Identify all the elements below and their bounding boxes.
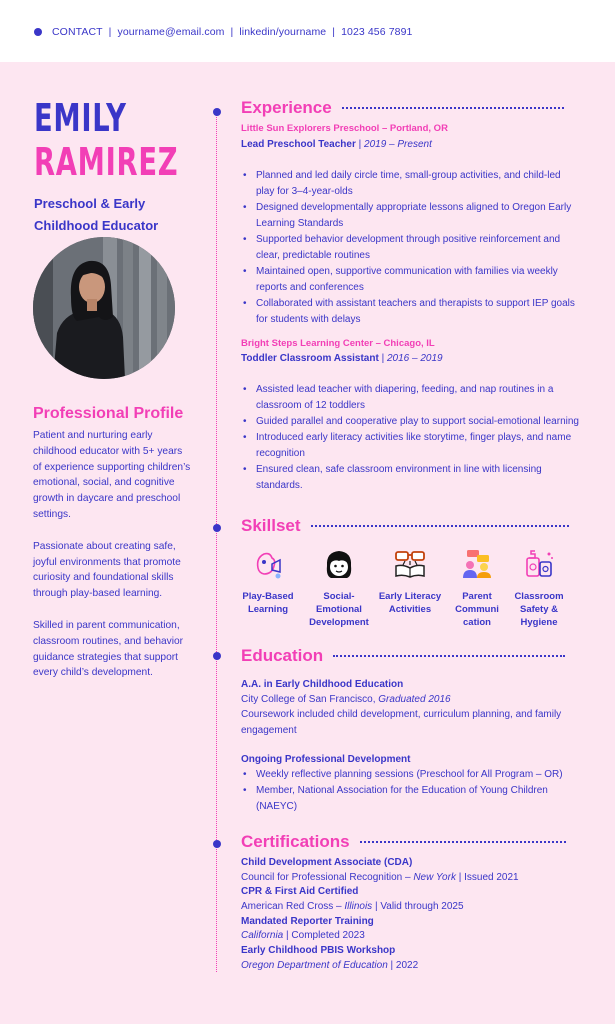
timeline-dot	[213, 840, 221, 848]
list-item: • Maintained open, supportive communication with families via weekly reports and conferences	[241, 264, 581, 296]
school-line	[241, 692, 586, 708]
coursework: Coursework included child development, curriculum planning, and family engagement	[241, 709, 562, 736]
cert-issuer: American Red Cross –	[241, 901, 345, 912]
cert-date: | Valid through 2025	[372, 901, 464, 912]
profile-heading: Professional Profile	[33, 405, 184, 422]
education-heading-text: Education	[241, 646, 324, 665]
experience-heading-text: Experience	[241, 98, 332, 117]
dotted-rule	[360, 841, 566, 843]
cert-name: Early Childhood PBIS Workshop	[241, 945, 396, 956]
child-face-icon	[321, 546, 357, 582]
hygiene-bottles-icon	[521, 546, 557, 582]
cert-date: | 2022	[387, 960, 419, 971]
job-org: Bright Steps Learning Center – Chicago, IL	[241, 338, 435, 349]
cert-meta	[241, 960, 418, 971]
timeline-dot	[213, 652, 221, 660]
job-title: Toddler Classroom Assistant	[241, 353, 379, 364]
job-separator: |	[355, 139, 365, 150]
skill-item	[236, 546, 300, 616]
cert-location: New York	[413, 872, 456, 883]
contact-bullet-icon	[34, 28, 42, 36]
skill-label: Parent Communi cation	[455, 591, 499, 628]
timeline-dot	[213, 108, 221, 116]
cert-meta	[241, 872, 519, 883]
list-item: • Assisted lead teacher with diapering, feeding, and nap routines in a classroom of 12 toddlers	[241, 382, 581, 414]
separator: |	[332, 26, 336, 38]
reading-glasses-book-icon	[392, 546, 428, 582]
cert-meta	[241, 901, 464, 912]
job-org: Little Sun Explorers Preschool – Portland, OR	[241, 123, 448, 134]
certifications-heading-text: Certifications	[241, 832, 350, 851]
list-item: • Supported behavior development through positive reinforcement and clear, predictable routines	[241, 232, 581, 264]
cert-name: CPR & First Aid Certified	[241, 886, 359, 897]
contact-linkedin[interactable]: linkedin/yourname	[239, 26, 327, 38]
profile-paragraph: Skilled in parent communication, classroom routines, and behavior guidance strategies that support every child’s development.	[33, 619, 184, 679]
skillset-heading-text: Skillset	[241, 516, 301, 535]
skill-label: Social-Emotional Development	[309, 591, 369, 628]
cert-location: Illinois	[344, 901, 373, 912]
list-item: • Member, National Association for the Education of Young Children (NAEYC)	[241, 783, 581, 815]
list-item: • Weekly reflective planning sessions (Preschool for All Program – OR)	[241, 767, 581, 783]
skill-item	[378, 546, 442, 616]
pd-bullets	[241, 767, 581, 815]
contact-bar	[0, 0, 615, 62]
portrait-illustration	[33, 237, 175, 379]
skillset-grid	[241, 546, 581, 636]
job-bullets	[241, 168, 581, 328]
job-title-line	[241, 139, 432, 150]
cert-location: California	[241, 930, 284, 941]
job-dates: 2019 – Present	[364, 139, 432, 150]
cert-date: | Completed 2023	[283, 930, 365, 941]
contact-label: CONTACT	[52, 26, 103, 38]
skill-item	[445, 546, 509, 629]
skill-item	[507, 546, 571, 629]
cert-location: Oregon Department of Education	[241, 960, 388, 971]
list-item: • Introduced early literacy activities like storytime, finger plays, and name recognition	[241, 430, 581, 462]
separator: |	[108, 26, 112, 38]
school-name: City College of San Francisco,	[241, 694, 379, 705]
dotted-rule	[342, 107, 564, 109]
job-dates: 2016 – 2019	[386, 353, 443, 364]
list-item: • Collaborated with assistant teachers and therapists to support IEP goals for students with delays	[241, 296, 581, 328]
list-item: • Guided parallel and cooperative play to support social-emotional learning	[241, 414, 581, 430]
list-item: • Planned and led daily circle time, small-group activities, and child-led play for 3–4-year-olds	[241, 168, 581, 200]
education-heading	[241, 646, 565, 666]
skill-label: Play-Based Learning	[242, 591, 294, 615]
first-name: EMILY	[34, 96, 127, 140]
job-separator: |	[378, 353, 387, 364]
profile-paragraph: Passionate about creating safe, joyful environments that promote curiosity and foundational skills through play-based learning.	[33, 540, 181, 600]
degree: A.A. in Early Childhood Education	[241, 679, 404, 690]
skillset-heading	[241, 516, 569, 536]
profile-paragraph: Patient and nurturing early childhood educator with 5+ years of experience supporting children’s emotional, social, and cognitive growth in daycare and preschool settings.	[33, 430, 191, 520]
contact-line	[52, 26, 412, 38]
list-item: • Designed developmentally appropriate lessons aligned to Oregon Early Learning Standards	[241, 200, 581, 232]
contact-email[interactable]: yourname@email.com	[117, 26, 225, 38]
profile-photo	[33, 237, 175, 379]
skill-label: Classroom Safety & Hygiene	[514, 591, 564, 628]
parent-communication-icon	[459, 546, 495, 582]
cert-issuer: Council for Professional Recognition –	[241, 872, 414, 883]
role-title: Preschool & Early Childhood Educator	[34, 196, 159, 233]
cert-name: Mandated Reporter Training	[241, 916, 374, 927]
play-learning-icon	[250, 546, 286, 582]
job-bullets	[241, 382, 581, 494]
pd-heading: Ongoing Professional Development	[241, 754, 411, 765]
graduation: Graduated 2016	[378, 694, 451, 705]
dotted-rule	[311, 525, 569, 527]
job-title: Lead Preschool Teacher	[241, 139, 356, 150]
profile-text	[33, 428, 193, 697]
separator: |	[230, 26, 234, 38]
skill-item	[307, 546, 371, 629]
timeline-dot	[213, 524, 221, 532]
list-item: • Ensured clean, safe classroom environment in line with licensing standards.	[241, 462, 581, 494]
cert-meta	[241, 930, 365, 941]
job-title-line	[241, 353, 443, 364]
contact-phone[interactable]: 1023 456 7891	[341, 26, 413, 38]
cert-name: Child Development Associate (CDA)	[241, 857, 413, 868]
experience-heading	[241, 98, 564, 118]
dotted-rule	[333, 655, 565, 657]
cert-date: | Issued 2021	[455, 872, 519, 883]
skill-label: Early Literacy Activities	[378, 591, 442, 615]
certifications-heading	[241, 832, 566, 852]
last-name: RAMIREZ	[34, 140, 179, 184]
